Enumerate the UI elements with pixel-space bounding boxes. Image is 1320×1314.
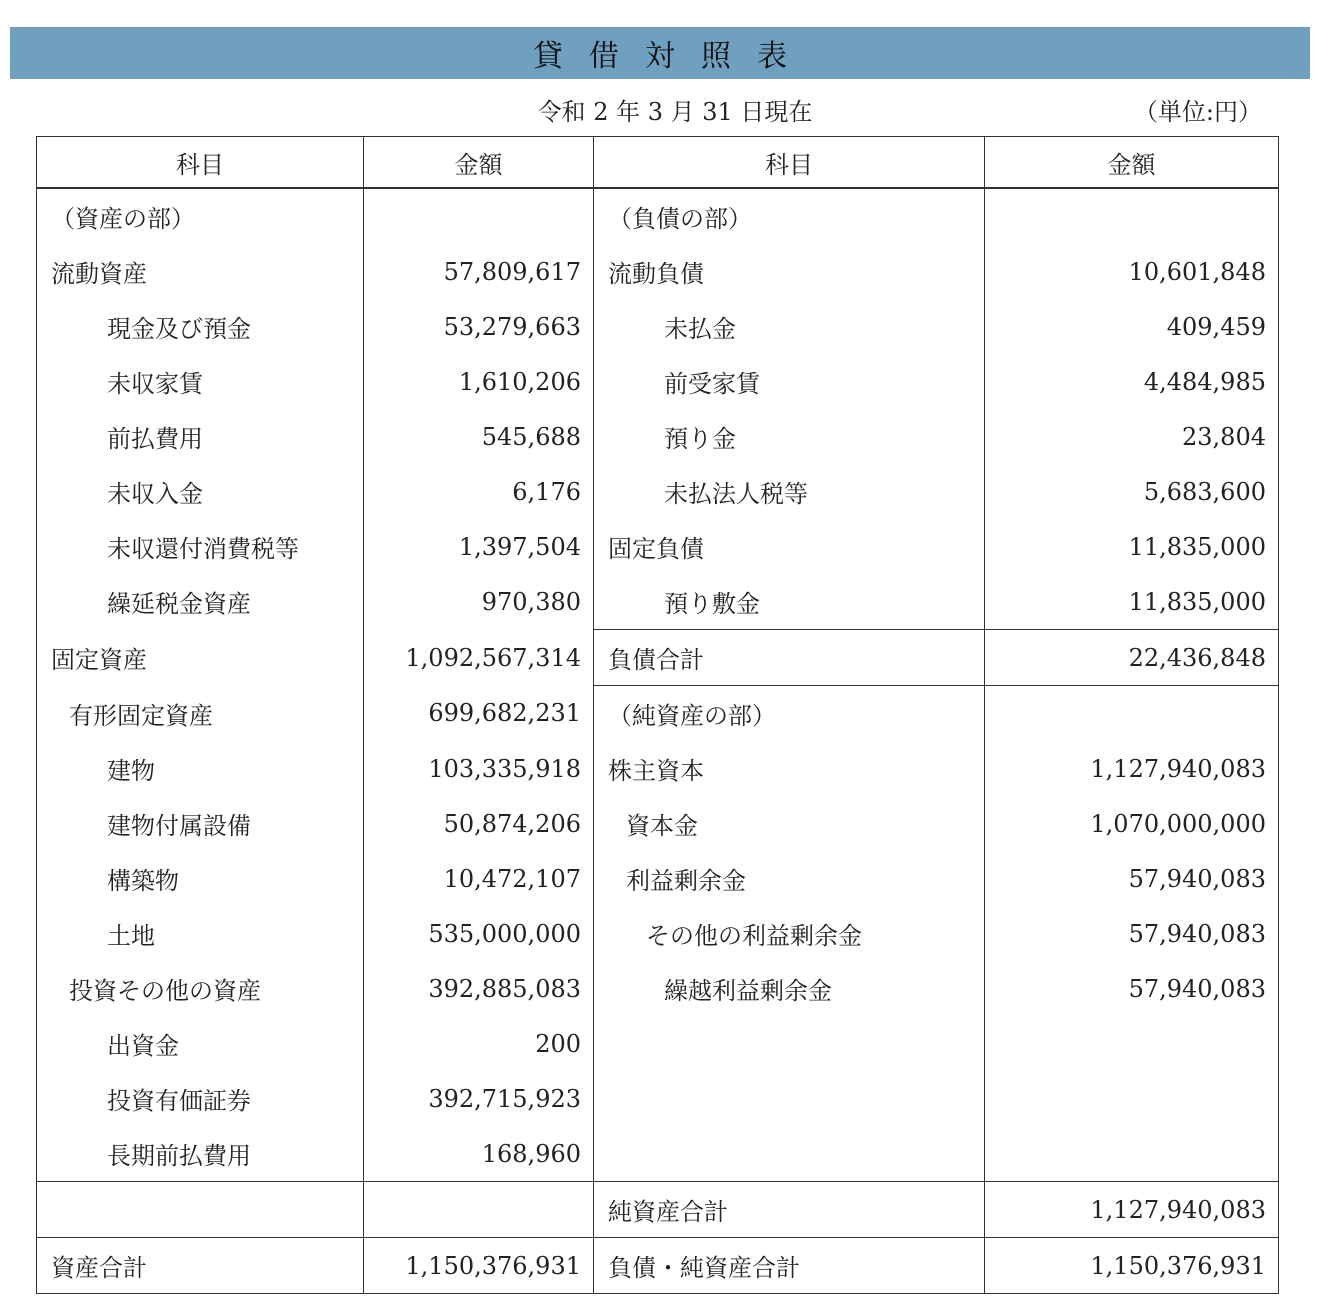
right-item: 固定負債 bbox=[594, 519, 985, 574]
right-item: 純資産合計 bbox=[594, 1182, 985, 1238]
header-item-left: 科目 bbox=[37, 137, 364, 189]
left-amount: 168,960 bbox=[364, 1126, 594, 1182]
left-item: 未収還付消費税等 bbox=[37, 519, 364, 574]
table-row bbox=[37, 409, 1279, 464]
right-item: その他の利益剰余金 bbox=[594, 906, 985, 961]
left-item: 構築物 bbox=[37, 851, 364, 906]
left-item: 土地 bbox=[37, 906, 364, 961]
left-amount: 545,688 bbox=[364, 409, 594, 464]
left-item: 長期前払費用 bbox=[37, 1126, 364, 1182]
left-item bbox=[37, 1182, 364, 1238]
right-item: 株主資本 bbox=[594, 741, 985, 796]
table-row bbox=[37, 851, 1279, 906]
table-row bbox=[37, 519, 1279, 574]
table-row bbox=[37, 630, 1279, 686]
right-amount: 4,484,985 bbox=[985, 354, 1279, 409]
right-amount bbox=[985, 1071, 1279, 1126]
left-item: 有形固定資産 bbox=[37, 686, 364, 742]
right-item: 流動負債 bbox=[594, 244, 985, 299]
grand-total-row bbox=[37, 1238, 1279, 1294]
right-item: 負債・純資産合計 bbox=[594, 1238, 985, 1294]
left-amount: 57,809,617 bbox=[364, 244, 594, 299]
right-item bbox=[594, 1016, 985, 1071]
right-item: 未払法人税等 bbox=[594, 464, 985, 519]
right-amount: 22,436,848 bbox=[985, 630, 1279, 686]
unit-label: （単位:円） bbox=[1133, 98, 1262, 126]
right-amount bbox=[985, 1126, 1279, 1182]
right-amount: 409,459 bbox=[985, 299, 1279, 354]
left-item: 資産合計 bbox=[37, 1238, 364, 1294]
left-amount bbox=[364, 1182, 594, 1238]
left-amount: 699,682,231 bbox=[364, 686, 594, 742]
left-item: 建物付属設備 bbox=[37, 796, 364, 851]
report-date: 令和 2 年 3 月 31 日現在 bbox=[537, 98, 813, 126]
left-item: 未収家賃 bbox=[37, 354, 364, 409]
table-row bbox=[37, 574, 1279, 630]
right-item: 利益剰余金 bbox=[594, 851, 985, 906]
left-item: 出資金 bbox=[37, 1016, 364, 1071]
left-amount: 1,150,376,931 bbox=[364, 1238, 594, 1294]
balance-sheet-table bbox=[36, 136, 1279, 1294]
table-row bbox=[37, 1016, 1279, 1071]
left-item: 投資その他の資産 bbox=[37, 961, 364, 1016]
table-row bbox=[37, 1071, 1279, 1126]
right-amount: 1,150,376,931 bbox=[985, 1238, 1279, 1294]
left-amount bbox=[364, 188, 594, 244]
header-item-right: 科目 bbox=[594, 137, 985, 189]
right-item: （負債の部） bbox=[594, 188, 985, 244]
left-amount: 535,000,000 bbox=[364, 906, 594, 961]
left-amount: 392,715,923 bbox=[364, 1071, 594, 1126]
left-amount: 103,335,918 bbox=[364, 741, 594, 796]
right-amount: 10,601,848 bbox=[985, 244, 1279, 299]
right-item: 前受家賃 bbox=[594, 354, 985, 409]
right-amount: 57,940,083 bbox=[985, 906, 1279, 961]
left-item: 未収入金 bbox=[37, 464, 364, 519]
left-amount: 6,176 bbox=[364, 464, 594, 519]
right-item: 負債合計 bbox=[594, 630, 985, 686]
right-amount: 1,127,940,083 bbox=[985, 1182, 1279, 1238]
table-row bbox=[37, 188, 1279, 244]
header-row bbox=[37, 137, 1279, 189]
table-row bbox=[37, 244, 1279, 299]
table-row bbox=[37, 464, 1279, 519]
table-row bbox=[37, 299, 1279, 354]
left-item: 建物 bbox=[37, 741, 364, 796]
left-amount: 10,472,107 bbox=[364, 851, 594, 906]
right-amount: 1,070,000,000 bbox=[985, 796, 1279, 851]
right-amount: 23,804 bbox=[985, 409, 1279, 464]
right-item bbox=[594, 1126, 985, 1182]
left-item: 繰延税金資産 bbox=[37, 574, 364, 630]
header-amount-left: 金額 bbox=[364, 137, 594, 189]
table-row bbox=[37, 1126, 1279, 1182]
right-amount: 11,835,000 bbox=[985, 519, 1279, 574]
left-amount: 50,874,206 bbox=[364, 796, 594, 851]
right-amount bbox=[985, 188, 1279, 244]
table-row bbox=[37, 906, 1279, 961]
right-amount bbox=[985, 1016, 1279, 1071]
table-row bbox=[37, 741, 1279, 796]
right-amount: 57,940,083 bbox=[985, 961, 1279, 1016]
right-amount: 57,940,083 bbox=[985, 851, 1279, 906]
left-item: 投資有価証券 bbox=[37, 1071, 364, 1126]
left-item: 前払費用 bbox=[37, 409, 364, 464]
table-row bbox=[37, 796, 1279, 851]
table-row bbox=[37, 961, 1279, 1016]
left-amount: 1,397,504 bbox=[364, 519, 594, 574]
right-item: 繰越利益剰余金 bbox=[594, 961, 985, 1016]
left-item: 固定資産 bbox=[37, 630, 364, 686]
right-item: 未払金 bbox=[594, 299, 985, 354]
title-bar bbox=[10, 27, 1310, 79]
left-amount: 1,092,567,314 bbox=[364, 630, 594, 686]
right-item bbox=[594, 1071, 985, 1126]
left-amount: 53,279,663 bbox=[364, 299, 594, 354]
right-amount: 1,127,940,083 bbox=[985, 741, 1279, 796]
right-item: 預り敷金 bbox=[594, 574, 985, 630]
left-amount: 392,885,083 bbox=[364, 961, 594, 1016]
right-amount bbox=[985, 686, 1279, 742]
right-item: 資本金 bbox=[594, 796, 985, 851]
right-amount: 11,835,000 bbox=[985, 574, 1279, 630]
left-item: 現金及び預金 bbox=[37, 299, 364, 354]
table-row bbox=[37, 686, 1279, 742]
left-item: 流動資産 bbox=[37, 244, 364, 299]
net-assets-total-row bbox=[37, 1182, 1279, 1238]
right-item: 預り金 bbox=[594, 409, 985, 464]
left-amount: 1,610,206 bbox=[364, 354, 594, 409]
right-item: （純資産の部） bbox=[594, 686, 985, 742]
left-amount: 970,380 bbox=[364, 574, 594, 630]
right-amount: 5,683,600 bbox=[985, 464, 1279, 519]
left-item: （資産の部） bbox=[37, 188, 364, 244]
left-amount: 200 bbox=[364, 1016, 594, 1071]
page-title: 貸借対照表 bbox=[533, 39, 813, 74]
header-amount-right: 金額 bbox=[985, 137, 1279, 189]
table-row bbox=[37, 354, 1279, 409]
